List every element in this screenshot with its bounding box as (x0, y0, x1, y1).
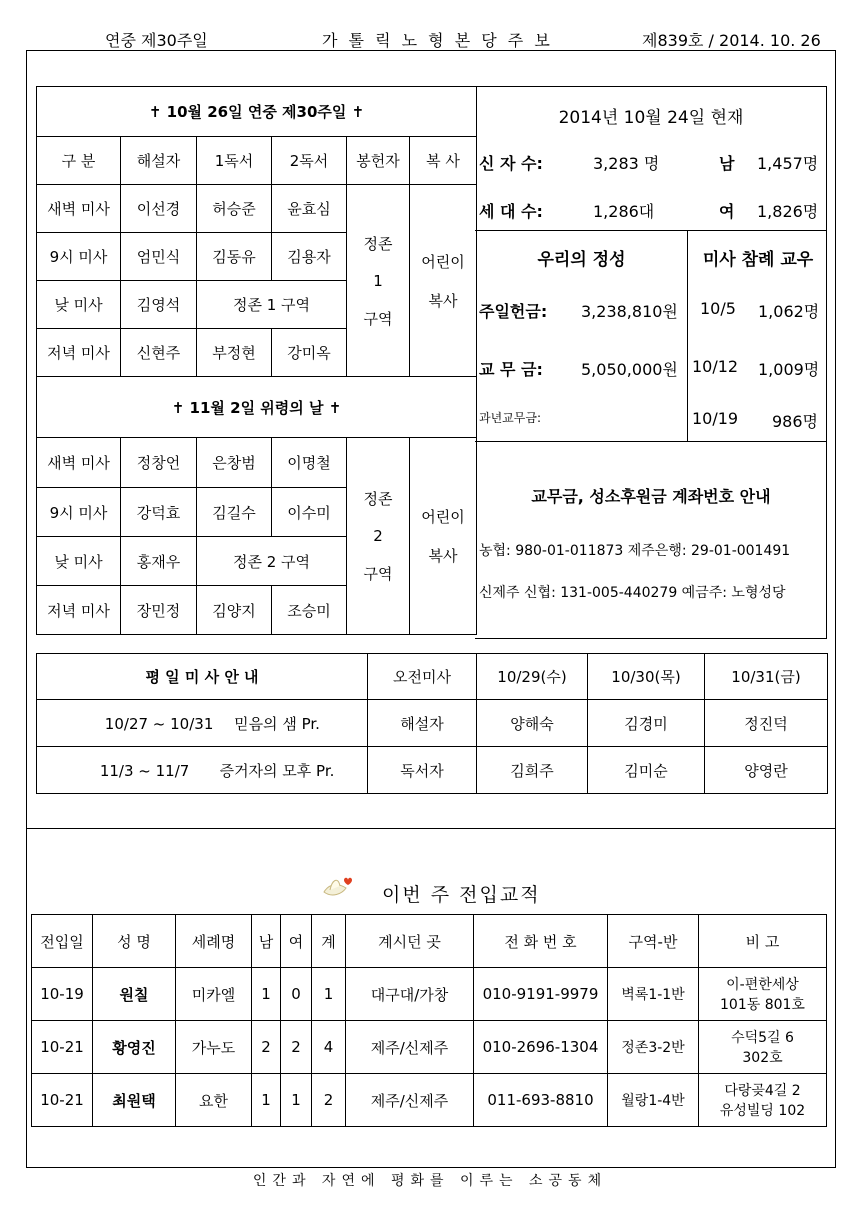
reader1: 김동유 (197, 233, 272, 281)
female-label: 여 (719, 202, 735, 221)
dove-icon (320, 872, 356, 902)
transfer-zone: 정존3-2반 (608, 1021, 699, 1074)
attendance-date: 10/5 (700, 299, 736, 318)
transfer-zone: 벽록1-1반 (608, 968, 699, 1021)
transfer-baptism: 미카엘 (176, 968, 252, 1021)
mass-name: 9시 미사 (37, 233, 121, 281)
mass-name: 9시 미사 (37, 488, 121, 537)
weekday-title: 평 일 미 사 안 내 (37, 654, 368, 700)
mass-name: 새벽 미사 (37, 438, 121, 488)
reader2: 조승미 (272, 586, 347, 635)
weekday-person: 정진덕 (705, 700, 828, 747)
weekday-person: 양영란 (705, 747, 828, 794)
reading-group: 정존 1 구역 (197, 281, 347, 329)
transfer-note: 수덕5길 6 302호 (699, 1021, 827, 1074)
transfer-phone: 011-693-8810 (474, 1074, 608, 1127)
male-label: 남 (719, 154, 735, 173)
reader1: 김길수 (197, 488, 272, 537)
sunday2-title: ✝ 11월 2일 위령의 날 ✝ (37, 377, 477, 438)
weekday-role: 해설자 (368, 700, 477, 747)
reader2: 이수미 (272, 488, 347, 537)
col-header: 봉헌자 (347, 137, 410, 185)
transfer-from: 제주/신제주 (346, 1074, 474, 1127)
reading-group: 정존 2 구역 (197, 537, 347, 586)
transfer-phone: 010-9191-9979 (474, 968, 608, 1021)
offertory-group: 정존 1 구역 (347, 185, 410, 377)
sunday1-title: ✝ 10월 26일 연중 제30주일 ✝ (37, 87, 477, 137)
footer-motto: 인간과 자연에 평화를 이루는 소공동체 (252, 1173, 608, 1189)
attendance-title: 미사 참례 교우 (702, 250, 814, 270)
weekday-person: 김경미 (588, 700, 705, 747)
commentator: 신현주 (121, 329, 197, 377)
offertory-group: 정존 2 구역 (347, 438, 410, 635)
attendance-count: 1,009명 (758, 360, 820, 379)
account-line2: 신제주 신협: 131-005-440279 예금주: 노형성당 (479, 585, 786, 601)
commentator: 김영석 (121, 281, 197, 329)
transfer-from: 제주/신제주 (346, 1021, 474, 1074)
transfer-phone: 010-2696-1304 (474, 1021, 608, 1074)
table-row (32, 968, 827, 1021)
weekday-role: 독서자 (368, 747, 477, 794)
mass-name: 저녁 미사 (37, 586, 121, 635)
transfer-name: 원칠 (93, 968, 176, 1021)
mass-name: 새벽 미사 (37, 185, 121, 233)
transfer-female: 2 (281, 1021, 312, 1074)
account-line1: 농협: 980-01-011873 제주은행: 29-01-001491 (479, 543, 791, 559)
transfer-female: 0 (281, 968, 312, 1021)
account-title: 교무금, 성소후원금 계좌번호 안내 (531, 487, 771, 506)
col-header: 해설자 (121, 137, 197, 185)
attendance-date: 10/12 (692, 357, 739, 376)
transfer-note: 이-편한세상 101동 801호 (699, 968, 827, 1021)
believers-value: 3,283 명 (593, 154, 660, 173)
reader2: 김용자 (272, 233, 347, 281)
female-value: 1,826명 (757, 202, 819, 221)
transfer-date: 10-21 (32, 1021, 93, 1074)
tax-value: 5,050,000원 (581, 360, 678, 379)
tax-label: 교 무 금: (479, 360, 543, 379)
offering-box (475, 230, 688, 442)
header-issue: 제839호 / 2014. 10. 26 (642, 31, 821, 50)
commentator: 엄민식 (121, 233, 197, 281)
page-header (0, 28, 860, 52)
transfer-header: 비 고 (699, 915, 827, 968)
sunday-offering-value: 3,238,810원 (581, 302, 678, 321)
sunday-offering-label: 주일헌금: (479, 302, 548, 321)
transfer-zone: 월랑1-4반 (608, 1074, 699, 1127)
reader2: 강미옥 (272, 329, 347, 377)
altar-server-group: 어린이 복사 (410, 438, 477, 635)
weekday-header: 10/29(수) (477, 654, 588, 700)
table-row (32, 1074, 827, 1127)
col-header: 2독서 (272, 137, 347, 185)
offering-title: 우리의 정성 (537, 250, 626, 270)
weekday-header: 오전미사 (368, 654, 477, 700)
section-divider (26, 828, 836, 829)
transfer-name: 최원택 (93, 1074, 176, 1127)
commentator: 이선경 (121, 185, 197, 233)
mass-name: 낮 미사 (37, 537, 121, 586)
transfer-female: 1 (281, 1074, 312, 1127)
transfer-date: 10-19 (32, 968, 93, 1021)
col-header: 1독서 (197, 137, 272, 185)
transfer-header: 계 (312, 915, 346, 968)
reader1: 김양지 (197, 586, 272, 635)
reader1: 허승준 (197, 185, 272, 233)
transfer-header: 남 (252, 915, 281, 968)
transfer-name: 황영진 (93, 1021, 176, 1074)
weekday-group: 11/3 ~ 11/7 증거자의 모후 Pr. (37, 747, 368, 794)
weekday-person: 양해숙 (477, 700, 588, 747)
stats-date: 2014년 10월 24일 현재 (558, 108, 744, 128)
transfer-male: 1 (252, 1074, 281, 1127)
weekday-group: 10/27 ~ 10/31 믿음의 샘 Pr. (37, 700, 368, 747)
households-value: 1,286대 (593, 202, 655, 221)
transfer-male: 1 (252, 968, 281, 1021)
transfer-header: 전입일 (32, 915, 93, 968)
reader1: 부정현 (197, 329, 272, 377)
weekday-mass-table (36, 653, 828, 794)
transfer-total: 4 (312, 1021, 346, 1074)
commentator: 강덕효 (121, 488, 197, 537)
transfer-header: 세례명 (176, 915, 252, 968)
transfer-baptism: 요한 (176, 1074, 252, 1127)
commentator: 장민정 (121, 586, 197, 635)
transfer-male: 2 (252, 1021, 281, 1074)
transfer-table (31, 914, 827, 1127)
reader2: 윤효심 (272, 185, 347, 233)
transfer-total: 1 (312, 968, 346, 1021)
believers-label: 신 자 수: (479, 154, 543, 173)
attendance-count: 986명 (772, 412, 818, 431)
table-row (32, 1021, 827, 1074)
male-value: 1,457명 (757, 154, 819, 173)
transfer-header: 성 명 (93, 915, 176, 968)
reader2: 이명철 (272, 438, 347, 488)
commentator: 홍재우 (121, 537, 197, 586)
transfer-baptism: 가누도 (176, 1021, 252, 1074)
commentator: 정창언 (121, 438, 197, 488)
weekday-person: 김미순 (588, 747, 705, 794)
attendance-count: 1,062명 (758, 302, 820, 321)
stats-box (475, 86, 827, 231)
mass-name: 낮 미사 (37, 281, 121, 329)
transfer-header: 여 (281, 915, 312, 968)
mass-schedule-table (36, 86, 477, 635)
header-title: 가 톨 릭 노 형 본 당 주 보 (322, 31, 553, 50)
account-box (475, 441, 827, 639)
transfer-header: 계시던 곳 (346, 915, 474, 968)
header-sunday: 연중 제30주일 (105, 31, 208, 50)
households-label: 세 대 수: (479, 202, 543, 221)
transfer-note: 다랑곶4길 2 유성빌딩 102 (699, 1074, 827, 1127)
transfer-title: 이번 주 전입교적 (382, 884, 541, 906)
transfer-header: 구역-반 (608, 915, 699, 968)
attendance-box (687, 230, 827, 442)
past-tax-label: 과년교무금: (479, 411, 542, 425)
weekday-header: 10/30(목) (588, 654, 705, 700)
mass-name: 저녁 미사 (37, 329, 121, 377)
col-header: 복 사 (410, 137, 477, 185)
transfer-from: 대구대/가창 (346, 968, 474, 1021)
col-header: 구 분 (37, 137, 121, 185)
altar-server-group: 어린이 복사 (410, 185, 477, 377)
weekday-header: 10/31(금) (705, 654, 828, 700)
transfer-total: 2 (312, 1074, 346, 1127)
transfer-header: 전 화 번 호 (474, 915, 608, 968)
attendance-date: 10/19 (692, 409, 739, 428)
weekday-person: 김희주 (477, 747, 588, 794)
reader1: 은창범 (197, 438, 272, 488)
transfer-date: 10-21 (32, 1074, 93, 1127)
